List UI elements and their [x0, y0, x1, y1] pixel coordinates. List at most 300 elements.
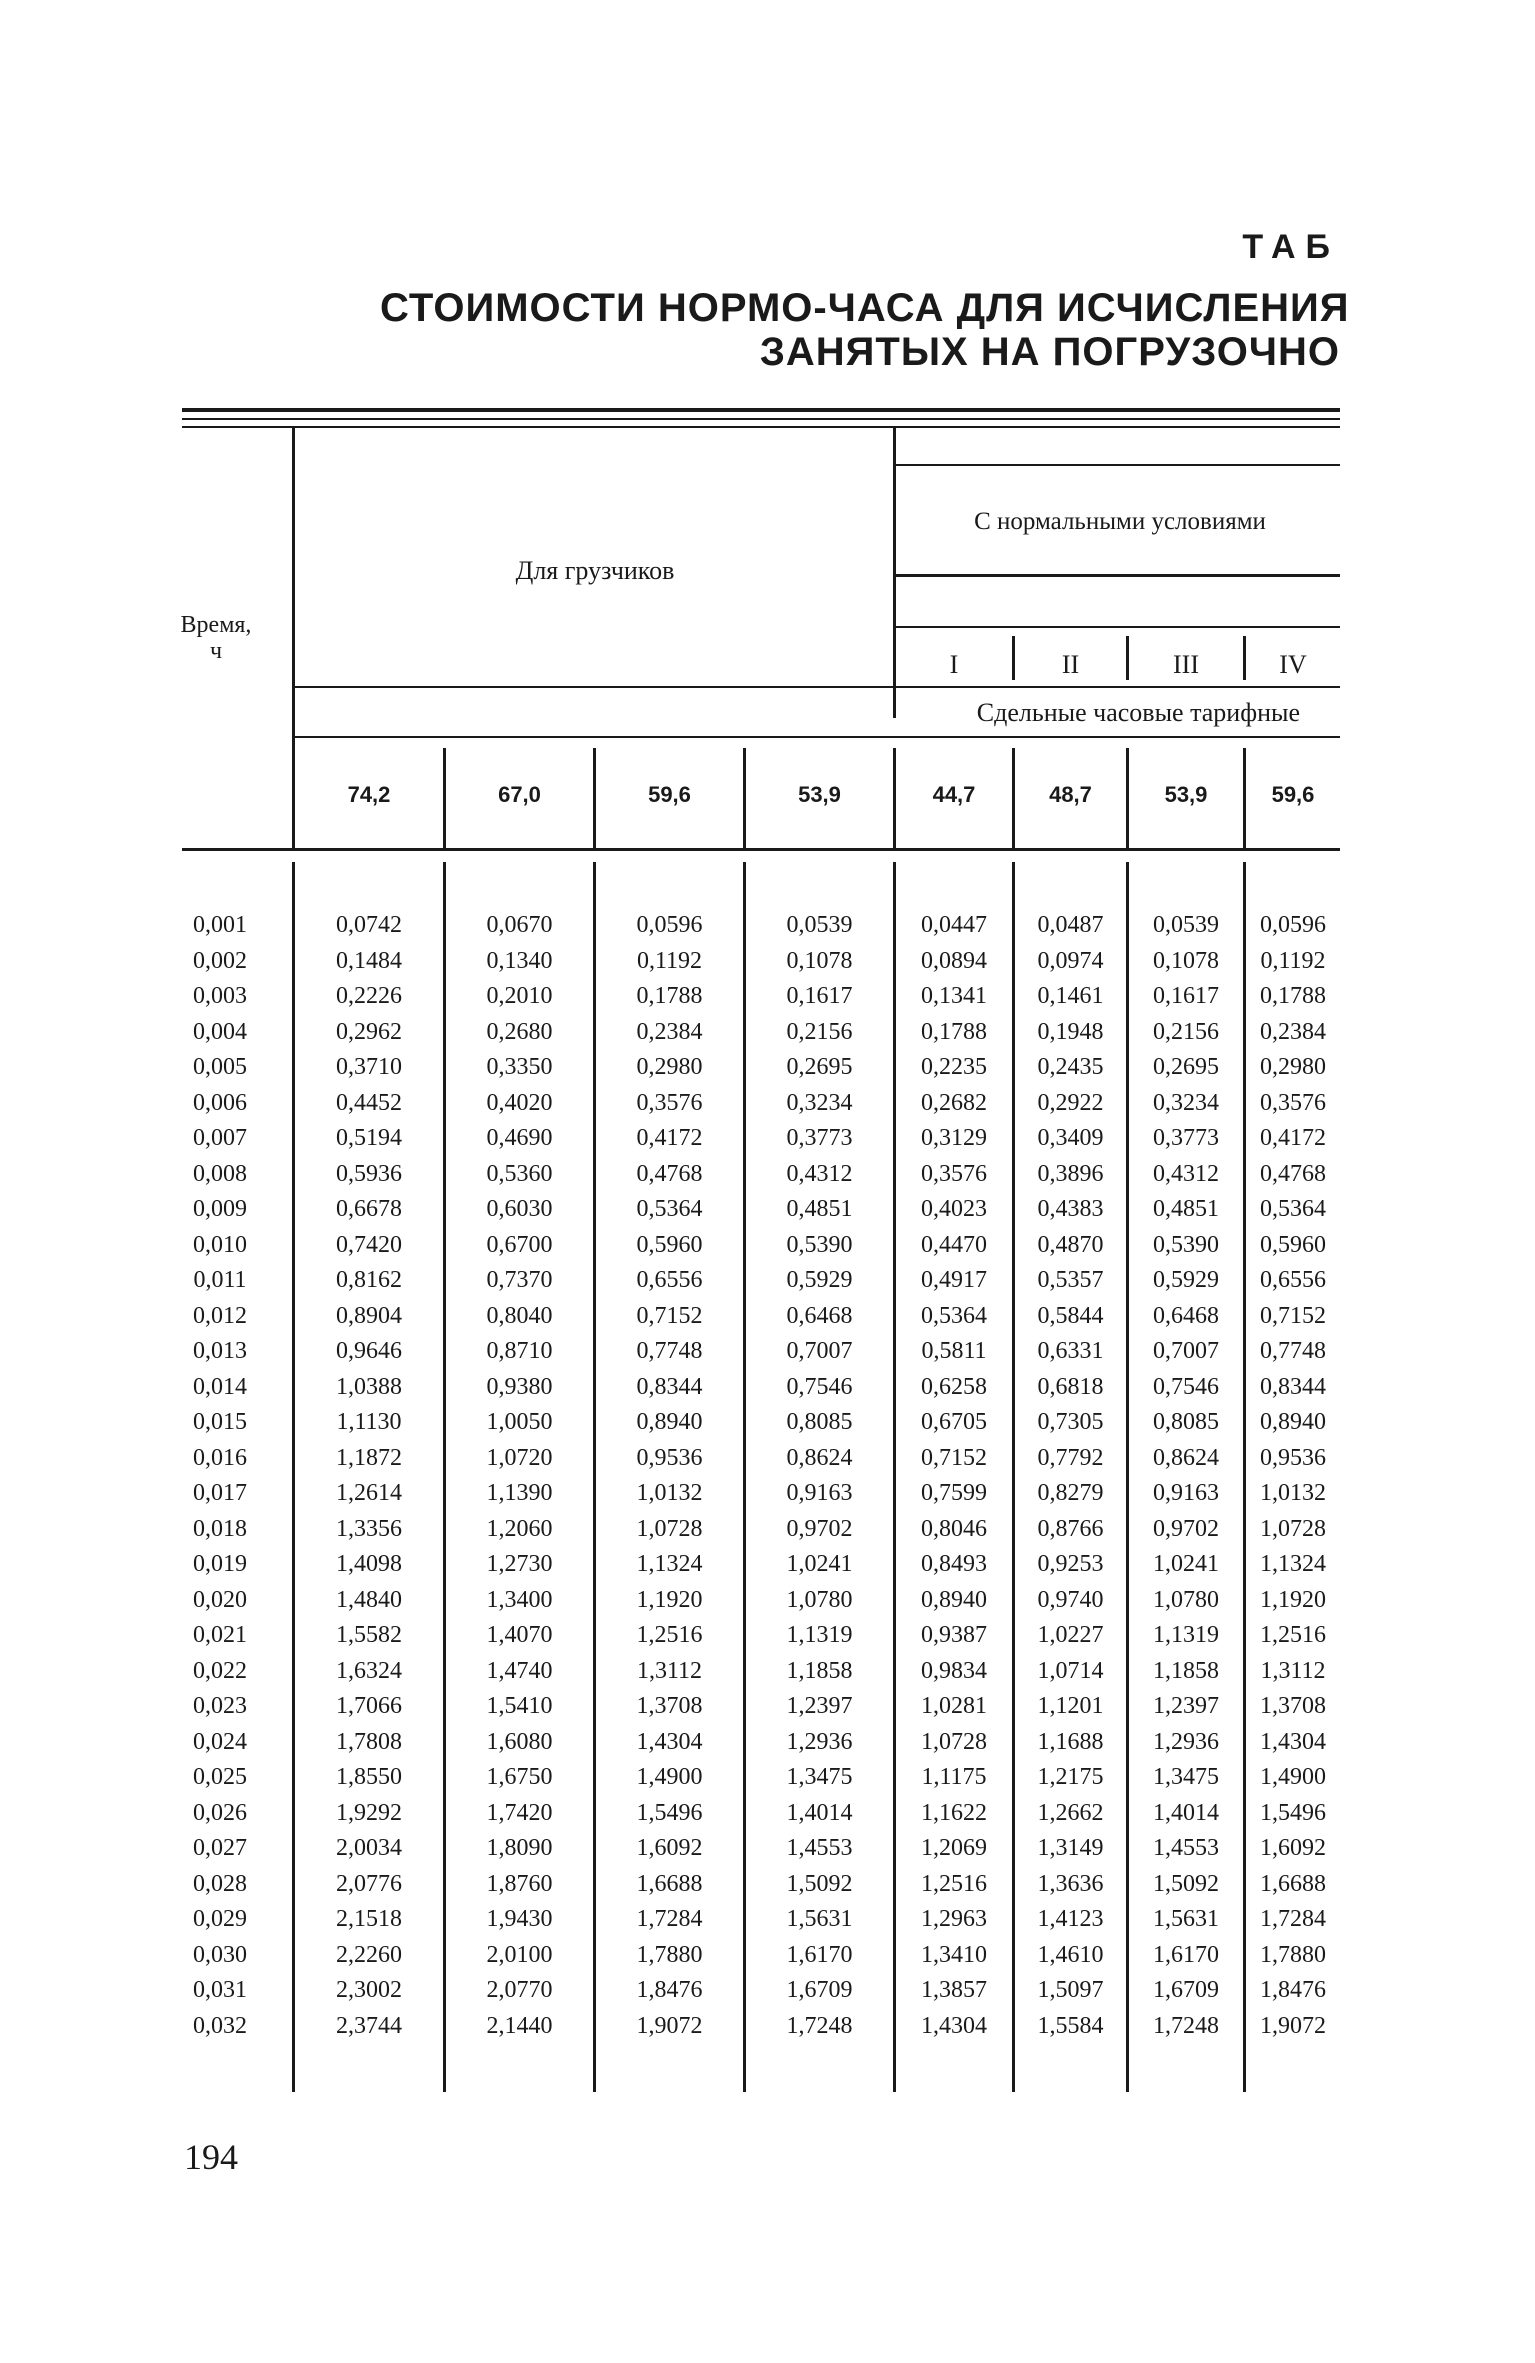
value-cell: 0,2680 — [486, 1018, 553, 1045]
value-cell: 1,1175 — [921, 1764, 987, 1790]
value-cell: 0,2980 — [1260, 1054, 1326, 1080]
value-cell: 0,2435 — [1037, 1054, 1104, 1080]
value-cell: 1,3857 — [921, 1977, 987, 2003]
value-cell: 1,5584 — [1037, 2012, 1104, 2039]
value-cell: 1,6688 — [636, 1870, 703, 1897]
value-cell: 0,1192 — [1260, 947, 1326, 974]
rate-cell: 44,7 — [932, 782, 976, 807]
value-cell: 1,4014 — [1153, 1799, 1219, 1826]
value-cell: 0,9253 — [1037, 1551, 1104, 1577]
value-cell: 1,7284 — [636, 1906, 703, 1932]
value-cell: 0,4768 — [1260, 1160, 1326, 1187]
value-cell: 0,5364 — [1260, 1196, 1326, 1222]
value-cell: 1,0241 — [1153, 1551, 1219, 1577]
value-cell: 1,1201 — [1037, 1693, 1104, 1719]
value-cell: 1,0050 — [486, 1409, 553, 1435]
value-cell: 1,5092 — [1153, 1870, 1219, 1897]
value-cell: 0,5390 — [786, 1231, 853, 1258]
time-cell: 0,004 — [193, 1018, 247, 1045]
value-cell: 0,9536 — [636, 1444, 703, 1471]
value-cell: 1,6080 — [486, 1728, 553, 1755]
value-cell: 0,2226 — [336, 983, 402, 1009]
value-cell: 1,1324 — [1260, 1551, 1326, 1577]
header-bottom-rule — [182, 848, 1340, 851]
time-cell: 0,008 — [193, 1160, 247, 1187]
time-cell: 0,001 — [193, 912, 247, 938]
value-cell: 1,8550 — [336, 1764, 402, 1790]
time-cell: 0,028 — [193, 1870, 247, 1897]
value-cell: 0,9380 — [486, 1373, 553, 1400]
value-cell: 0,0974 — [1037, 947, 1104, 974]
data-column-category-2 — [1015, 908, 1126, 2044]
value-cell: 0,8040 — [486, 1302, 553, 1329]
value-cell: 1,3475 — [1153, 1764, 1219, 1790]
value-cell: 0,7792 — [1037, 1444, 1104, 1471]
value-cell: 0,0742 — [336, 912, 402, 938]
value-cell: 0,5929 — [786, 1267, 853, 1293]
data-column-loaders-59-6 — [596, 908, 743, 2044]
time-cell: 0,009 — [193, 1196, 247, 1222]
value-cell: 0,6331 — [1037, 1338, 1104, 1364]
table-label: ТАБ — [1242, 228, 1340, 266]
value-cell: 0,1788 — [1260, 983, 1326, 1009]
time-cell: 0,025 — [193, 1764, 247, 1790]
value-cell: 0,1617 — [786, 983, 853, 1009]
time-cell: 0,019 — [193, 1551, 247, 1577]
value-cell: 0,5357 — [1037, 1267, 1104, 1293]
value-cell: 1,1920 — [636, 1586, 703, 1613]
value-cell: 0,8710 — [486, 1338, 553, 1364]
value-cell: 0,5929 — [1153, 1267, 1219, 1293]
time-cell: 0,005 — [193, 1054, 247, 1080]
value-cell: 1,3400 — [486, 1586, 553, 1613]
value-cell: 0,5960 — [636, 1231, 703, 1258]
value-cell: 0,3234 — [1153, 1089, 1219, 1116]
time-cell: 0,029 — [193, 1906, 247, 1932]
value-cell: 1,8090 — [486, 1835, 553, 1861]
value-cell: 1,5496 — [636, 1799, 703, 1826]
loaders-group-header: Для грузчиков — [515, 556, 675, 585]
value-cell: 0,6818 — [1037, 1373, 1104, 1400]
value-cell: 0,4870 — [1037, 1231, 1104, 1258]
value-cell: 0,2682 — [921, 1089, 987, 1116]
value-cell: 0,3773 — [1153, 1125, 1219, 1151]
value-cell: 2,1440 — [486, 2012, 553, 2039]
value-cell: 0,8624 — [1153, 1444, 1219, 1471]
value-cell: 0,2980 — [636, 1054, 703, 1080]
time-cell: 0,003 — [193, 983, 247, 1009]
value-cell: 0,1461 — [1037, 983, 1104, 1009]
value-cell: 1,1858 — [786, 1657, 853, 1684]
value-cell: 1,0227 — [1037, 1622, 1104, 1648]
time-cell: 0,020 — [193, 1586, 247, 1613]
value-cell: 0,9387 — [921, 1622, 987, 1648]
value-cell: 1,5097 — [1037, 1977, 1104, 2003]
value-cell: 0,2010 — [486, 983, 553, 1009]
value-cell: 1,1858 — [1153, 1657, 1219, 1684]
value-cell: 0,6468 — [786, 1302, 853, 1329]
value-cell: 0,3576 — [921, 1160, 987, 1187]
time-cell: 0,021 — [193, 1622, 247, 1648]
top-rule-3 — [182, 426, 1340, 428]
value-cell: 1,3112 — [636, 1657, 703, 1684]
value-cell: 1,3356 — [336, 1515, 402, 1542]
time-cell: 0,015 — [193, 1409, 247, 1435]
value-cell: 1,9292 — [336, 1799, 402, 1826]
value-cell: 1,0728 — [636, 1515, 703, 1542]
time-column — [170, 908, 270, 2044]
value-cell: 1,4840 — [336, 1586, 402, 1613]
value-cell: 0,5811 — [921, 1338, 987, 1364]
value-cell: 0,7007 — [786, 1338, 853, 1364]
value-cell: 0,3773 — [786, 1125, 853, 1151]
value-cell: 1,1688 — [1037, 1728, 1104, 1755]
data-column-loaders-53-9 — [746, 908, 893, 2044]
value-cell: 0,4768 — [636, 1160, 703, 1187]
time-cell: 0,006 — [193, 1089, 247, 1116]
value-cell: 0,0894 — [921, 947, 987, 974]
top-rule-1 — [182, 408, 1340, 412]
data-column-loaders-67-0 — [446, 908, 593, 2044]
value-cell: 0,9740 — [1037, 1586, 1104, 1613]
value-cell: 1,7284 — [1260, 1906, 1326, 1932]
value-cell: 2,0100 — [486, 1941, 553, 1968]
value-cell: 0,1341 — [921, 983, 987, 1009]
value-cell: 2,2260 — [336, 1941, 402, 1968]
value-cell: 0,0596 — [636, 912, 703, 938]
value-cell: 1,3149 — [1037, 1835, 1104, 1861]
value-cell: 0,0487 — [1037, 912, 1104, 938]
value-cell: 0,6700 — [486, 1231, 553, 1258]
value-cell: 1,8476 — [1260, 1977, 1326, 2003]
rate-cell: 74,2 — [347, 782, 391, 807]
value-cell: 1,2397 — [786, 1693, 853, 1719]
value-cell: 0,8940 — [921, 1586, 987, 1613]
value-cell: 0,9536 — [1260, 1444, 1326, 1471]
value-cell: 1,7808 — [336, 1728, 402, 1755]
value-cell: 0,0596 — [1260, 912, 1326, 938]
value-cell: 1,3112 — [1260, 1657, 1326, 1684]
value-cell: 1,4070 — [486, 1622, 553, 1648]
time-cell: 0,014 — [193, 1373, 247, 1400]
time-column-header: Время, ч — [180, 612, 252, 664]
value-cell: 1,1872 — [336, 1444, 402, 1471]
value-cell: 1,4740 — [486, 1657, 553, 1684]
value-cell: 0,5960 — [1260, 1231, 1326, 1258]
category-header-1: I — [949, 650, 959, 679]
data-column-category-1 — [896, 908, 1012, 2044]
value-cell: 2,1518 — [336, 1906, 402, 1932]
value-cell: 1,0728 — [1260, 1515, 1326, 1542]
value-cell: 0,2384 — [636, 1018, 703, 1045]
time-cell: 0,017 — [193, 1480, 247, 1506]
data-column-category-3 — [1129, 908, 1243, 2044]
value-cell: 1,0780 — [1153, 1586, 1219, 1613]
value-cell: 1,7880 — [636, 1941, 703, 1968]
value-cell: 1,4098 — [336, 1551, 402, 1577]
time-cell: 0,013 — [193, 1338, 247, 1364]
value-cell: 2,3002 — [336, 1977, 402, 2003]
value-cell: 1,0388 — [336, 1373, 402, 1400]
value-cell: 1,2175 — [1037, 1764, 1104, 1790]
value-cell: 1,5631 — [1153, 1906, 1219, 1932]
value-cell: 1,6092 — [1260, 1835, 1326, 1861]
value-cell: 0,7420 — [336, 1231, 402, 1258]
value-cell: 0,7748 — [1260, 1338, 1326, 1364]
value-cell: 0,7370 — [486, 1267, 553, 1293]
value-cell: 0,7152 — [636, 1302, 703, 1329]
value-cell: 0,4917 — [921, 1267, 987, 1293]
value-cell: 2,3744 — [336, 2012, 402, 2039]
value-cell: 1,2397 — [1153, 1693, 1219, 1719]
value-cell: 0,7152 — [921, 1444, 987, 1471]
value-cell: 0,8085 — [786, 1409, 853, 1435]
value-cell: 0,4851 — [786, 1196, 853, 1222]
category-header-2: II — [1061, 650, 1080, 679]
piece-rate-bottom-rule — [294, 736, 1340, 738]
rate-cell: 59,6 — [648, 782, 691, 807]
value-cell: 1,1920 — [1260, 1586, 1326, 1613]
value-cell: 0,8624 — [786, 1444, 853, 1471]
category-header-3: III — [1173, 650, 1199, 679]
time-cell: 0,030 — [193, 1941, 247, 1968]
value-cell: 1,4553 — [1153, 1835, 1219, 1861]
value-cell: 0,3409 — [1037, 1125, 1104, 1151]
value-cell: 0,5360 — [486, 1160, 553, 1187]
value-cell: 0,6468 — [1153, 1302, 1219, 1329]
normal-conditions-header: С нормальными условиями — [974, 508, 1266, 535]
value-cell: 1,4553 — [786, 1835, 853, 1861]
time-cell: 0,023 — [193, 1693, 247, 1719]
value-cell: 0,4383 — [1037, 1196, 1104, 1222]
value-cell: 1,1390 — [486, 1480, 553, 1506]
value-cell: 0,7748 — [636, 1338, 703, 1364]
value-cell: 2,0776 — [336, 1870, 402, 1897]
value-cell: 1,7066 — [336, 1693, 402, 1719]
value-cell: 1,2936 — [786, 1728, 853, 1755]
value-cell: 1,0780 — [786, 1586, 853, 1613]
table-title-line2: ЗАНЯТЫХ НА ПОГРУЗОЧНО — [759, 330, 1340, 374]
data-column-category-4 — [1246, 908, 1340, 2044]
value-cell: 1,1319 — [1153, 1622, 1219, 1648]
value-cell: 1,4304 — [921, 2012, 987, 2039]
time-cell: 0,011 — [193, 1267, 247, 1293]
value-cell: 0,2962 — [336, 1018, 402, 1045]
value-cell: 0,4172 — [636, 1125, 703, 1151]
value-cell: 1,1622 — [921, 1799, 987, 1826]
value-cell: 0,4172 — [1260, 1125, 1326, 1151]
value-cell: 1,2730 — [486, 1551, 553, 1577]
value-cell: 1,0241 — [786, 1551, 853, 1577]
value-cell: 0,1948 — [1037, 1018, 1104, 1045]
value-cell: 1,4014 — [786, 1799, 853, 1826]
time-cell: 0,010 — [193, 1231, 247, 1258]
value-cell: 0,9646 — [336, 1338, 402, 1364]
time-cell: 0,002 — [193, 947, 247, 974]
value-cell: 1,1319 — [786, 1622, 853, 1648]
value-cell: 0,1340 — [486, 947, 553, 974]
value-cell: 0,8046 — [921, 1515, 987, 1542]
category-top-rule — [896, 626, 1340, 628]
value-cell: 0,5194 — [336, 1125, 402, 1151]
value-cell: 1,9072 — [636, 2012, 703, 2039]
value-cell: 1,8476 — [636, 1977, 703, 2003]
value-cell: 0,6258 — [921, 1373, 987, 1400]
value-cell: 0,7599 — [921, 1480, 987, 1506]
value-cell: 0,1078 — [786, 947, 853, 974]
value-cell: 0,7546 — [1153, 1373, 1219, 1400]
time-cell: 0,022 — [193, 1657, 247, 1684]
value-cell: 0,1078 — [1153, 947, 1219, 974]
time-cell: 0,018 — [193, 1515, 247, 1542]
time-cell: 0,024 — [193, 1728, 247, 1755]
value-cell: 0,3896 — [1037, 1160, 1104, 1187]
value-cell: 1,4123 — [1037, 1906, 1104, 1932]
time-cell: 0,031 — [193, 1977, 247, 2003]
value-cell: 0,4851 — [1153, 1196, 1219, 1222]
value-cell: 1,0720 — [486, 1444, 553, 1471]
value-cell: 1,3708 — [1260, 1693, 1326, 1719]
data-column-loaders-74-2 — [295, 908, 443, 2044]
value-cell: 1,2936 — [1153, 1728, 1219, 1755]
value-cell: 1,4900 — [1260, 1764, 1326, 1790]
value-cell: 1,5631 — [786, 1906, 853, 1932]
value-cell: 0,9163 — [1153, 1480, 1219, 1506]
value-cell: 1,0728 — [921, 1728, 987, 1755]
value-cell: 1,7248 — [1153, 2012, 1219, 2039]
time-cell: 0,012 — [193, 1302, 247, 1329]
value-cell: 0,2695 — [786, 1054, 853, 1080]
value-cell: 0,4312 — [786, 1160, 853, 1187]
value-cell: 0,1484 — [336, 947, 402, 974]
value-cell: 1,2963 — [921, 1906, 987, 1932]
value-cell: 0,2156 — [786, 1018, 853, 1045]
rate-cell: 59,6 — [1271, 782, 1315, 807]
value-cell: 1,2060 — [486, 1515, 553, 1542]
value-cell: 1,0132 — [1260, 1480, 1326, 1506]
value-cell: 0,4690 — [486, 1125, 553, 1151]
value-cell: 0,5936 — [336, 1160, 402, 1187]
value-cell: 1,2516 — [921, 1870, 987, 1897]
value-cell: 0,1192 — [636, 947, 703, 974]
value-cell: 1,6092 — [636, 1835, 703, 1861]
value-cell: 1,1324 — [636, 1551, 703, 1577]
value-cell: 0,8493 — [921, 1551, 987, 1577]
value-cell: 0,3576 — [1260, 1089, 1326, 1116]
value-cell: 0,6705 — [921, 1409, 987, 1435]
value-cell: 2,0034 — [336, 1835, 402, 1861]
value-cell: 0,9702 — [1153, 1515, 1219, 1542]
value-cell: 0,6556 — [1260, 1267, 1326, 1293]
value-cell: 1,6750 — [486, 1764, 553, 1790]
category-header-4: IV — [1279, 650, 1307, 679]
value-cell: 1,4610 — [1037, 1941, 1104, 1968]
value-cell: 0,8279 — [1037, 1480, 1104, 1506]
time-cell: 0,026 — [193, 1799, 247, 1826]
value-cell: 1,2069 — [921, 1835, 987, 1861]
value-cell: 1,7248 — [786, 2012, 853, 2039]
value-cell: 1,5092 — [786, 1870, 853, 1897]
rate-cell: 53,9 — [798, 782, 841, 807]
value-cell: 0,8766 — [1037, 1515, 1104, 1542]
value-cell: 0,9702 — [786, 1515, 853, 1542]
value-cell: 0,2695 — [1153, 1054, 1219, 1080]
value-cell: 1,2662 — [1037, 1799, 1104, 1826]
value-cell: 0,2235 — [921, 1054, 987, 1080]
value-cell: 0,0539 — [786, 912, 853, 938]
value-cell: 0,3710 — [336, 1054, 402, 1080]
value-cell: 1,5582 — [336, 1622, 402, 1648]
value-cell: 1,0132 — [636, 1480, 703, 1506]
value-cell: 1,6709 — [786, 1977, 853, 2003]
value-cell: 0,3576 — [636, 1089, 703, 1116]
value-cell: 1,6324 — [336, 1657, 402, 1684]
value-cell: 0,7305 — [1037, 1409, 1104, 1435]
value-cell: 1,6709 — [1153, 1977, 1219, 2003]
value-cell: 0,5364 — [921, 1302, 987, 1329]
value-cell: 0,0670 — [486, 912, 553, 938]
value-cell: 0,4312 — [1153, 1160, 1219, 1187]
piece-rate-top-rule — [294, 686, 1340, 688]
value-cell: 0,2384 — [1260, 1018, 1326, 1045]
normal-group-top-rule — [896, 464, 1340, 466]
value-cell: 1,6688 — [1260, 1870, 1326, 1897]
value-cell: 0,5844 — [1037, 1302, 1104, 1329]
value-cell: 1,3410 — [921, 1941, 987, 1968]
value-cell: 0,6556 — [636, 1267, 703, 1293]
value-cell: 1,7880 — [1260, 1941, 1326, 1968]
value-cell: 0,6678 — [336, 1196, 402, 1222]
value-cell: 0,8344 — [636, 1373, 703, 1400]
piece-rate-header: Сдельные часовые тарифные — [976, 698, 1300, 727]
time-cell: 0,007 — [193, 1125, 247, 1151]
value-cell: 1,3475 — [786, 1764, 853, 1790]
value-cell: 1,5410 — [486, 1693, 553, 1719]
value-cell: 0,3350 — [486, 1054, 553, 1080]
value-cell: 0,4023 — [921, 1196, 987, 1222]
value-cell: 0,7152 — [1260, 1302, 1326, 1329]
value-cell: 1,2614 — [336, 1480, 402, 1506]
value-cell: 0,8940 — [636, 1409, 703, 1435]
value-cell: 1,6170 — [786, 1941, 853, 1968]
value-cell: 1,7420 — [486, 1799, 553, 1826]
value-cell: 0,6030 — [486, 1196, 553, 1222]
value-cell: 0,1788 — [921, 1018, 987, 1045]
value-cell: 1,4900 — [636, 1764, 703, 1790]
value-cell: 1,4304 — [1260, 1728, 1326, 1755]
rate-cell: 67,0 — [498, 782, 541, 807]
value-cell: 1,0281 — [921, 1693, 987, 1719]
value-cell: 0,2922 — [1037, 1089, 1104, 1116]
value-cell: 0,8085 — [1153, 1409, 1219, 1435]
value-cell: 0,8940 — [1260, 1409, 1326, 1435]
value-cell: 0,3129 — [921, 1125, 987, 1151]
value-cell: 0,0539 — [1153, 912, 1219, 938]
value-cell: 1,9072 — [1260, 2012, 1326, 2039]
value-cell: 0,4452 — [336, 1089, 402, 1116]
value-cell: 0,9834 — [921, 1657, 987, 1684]
value-cell: 0,1788 — [636, 983, 703, 1009]
value-cell: 0,8162 — [336, 1267, 402, 1293]
rate-cell: 48,7 — [1049, 782, 1092, 807]
value-cell: 0,0447 — [921, 912, 987, 938]
value-cell: 0,4470 — [921, 1231, 987, 1258]
value-cell: 0,3234 — [786, 1089, 853, 1116]
value-cell: 1,3636 — [1037, 1870, 1104, 1897]
value-cell: 0,8904 — [336, 1302, 402, 1329]
page-number: 194 — [184, 2137, 238, 2177]
value-cell: 1,8760 — [486, 1870, 553, 1897]
